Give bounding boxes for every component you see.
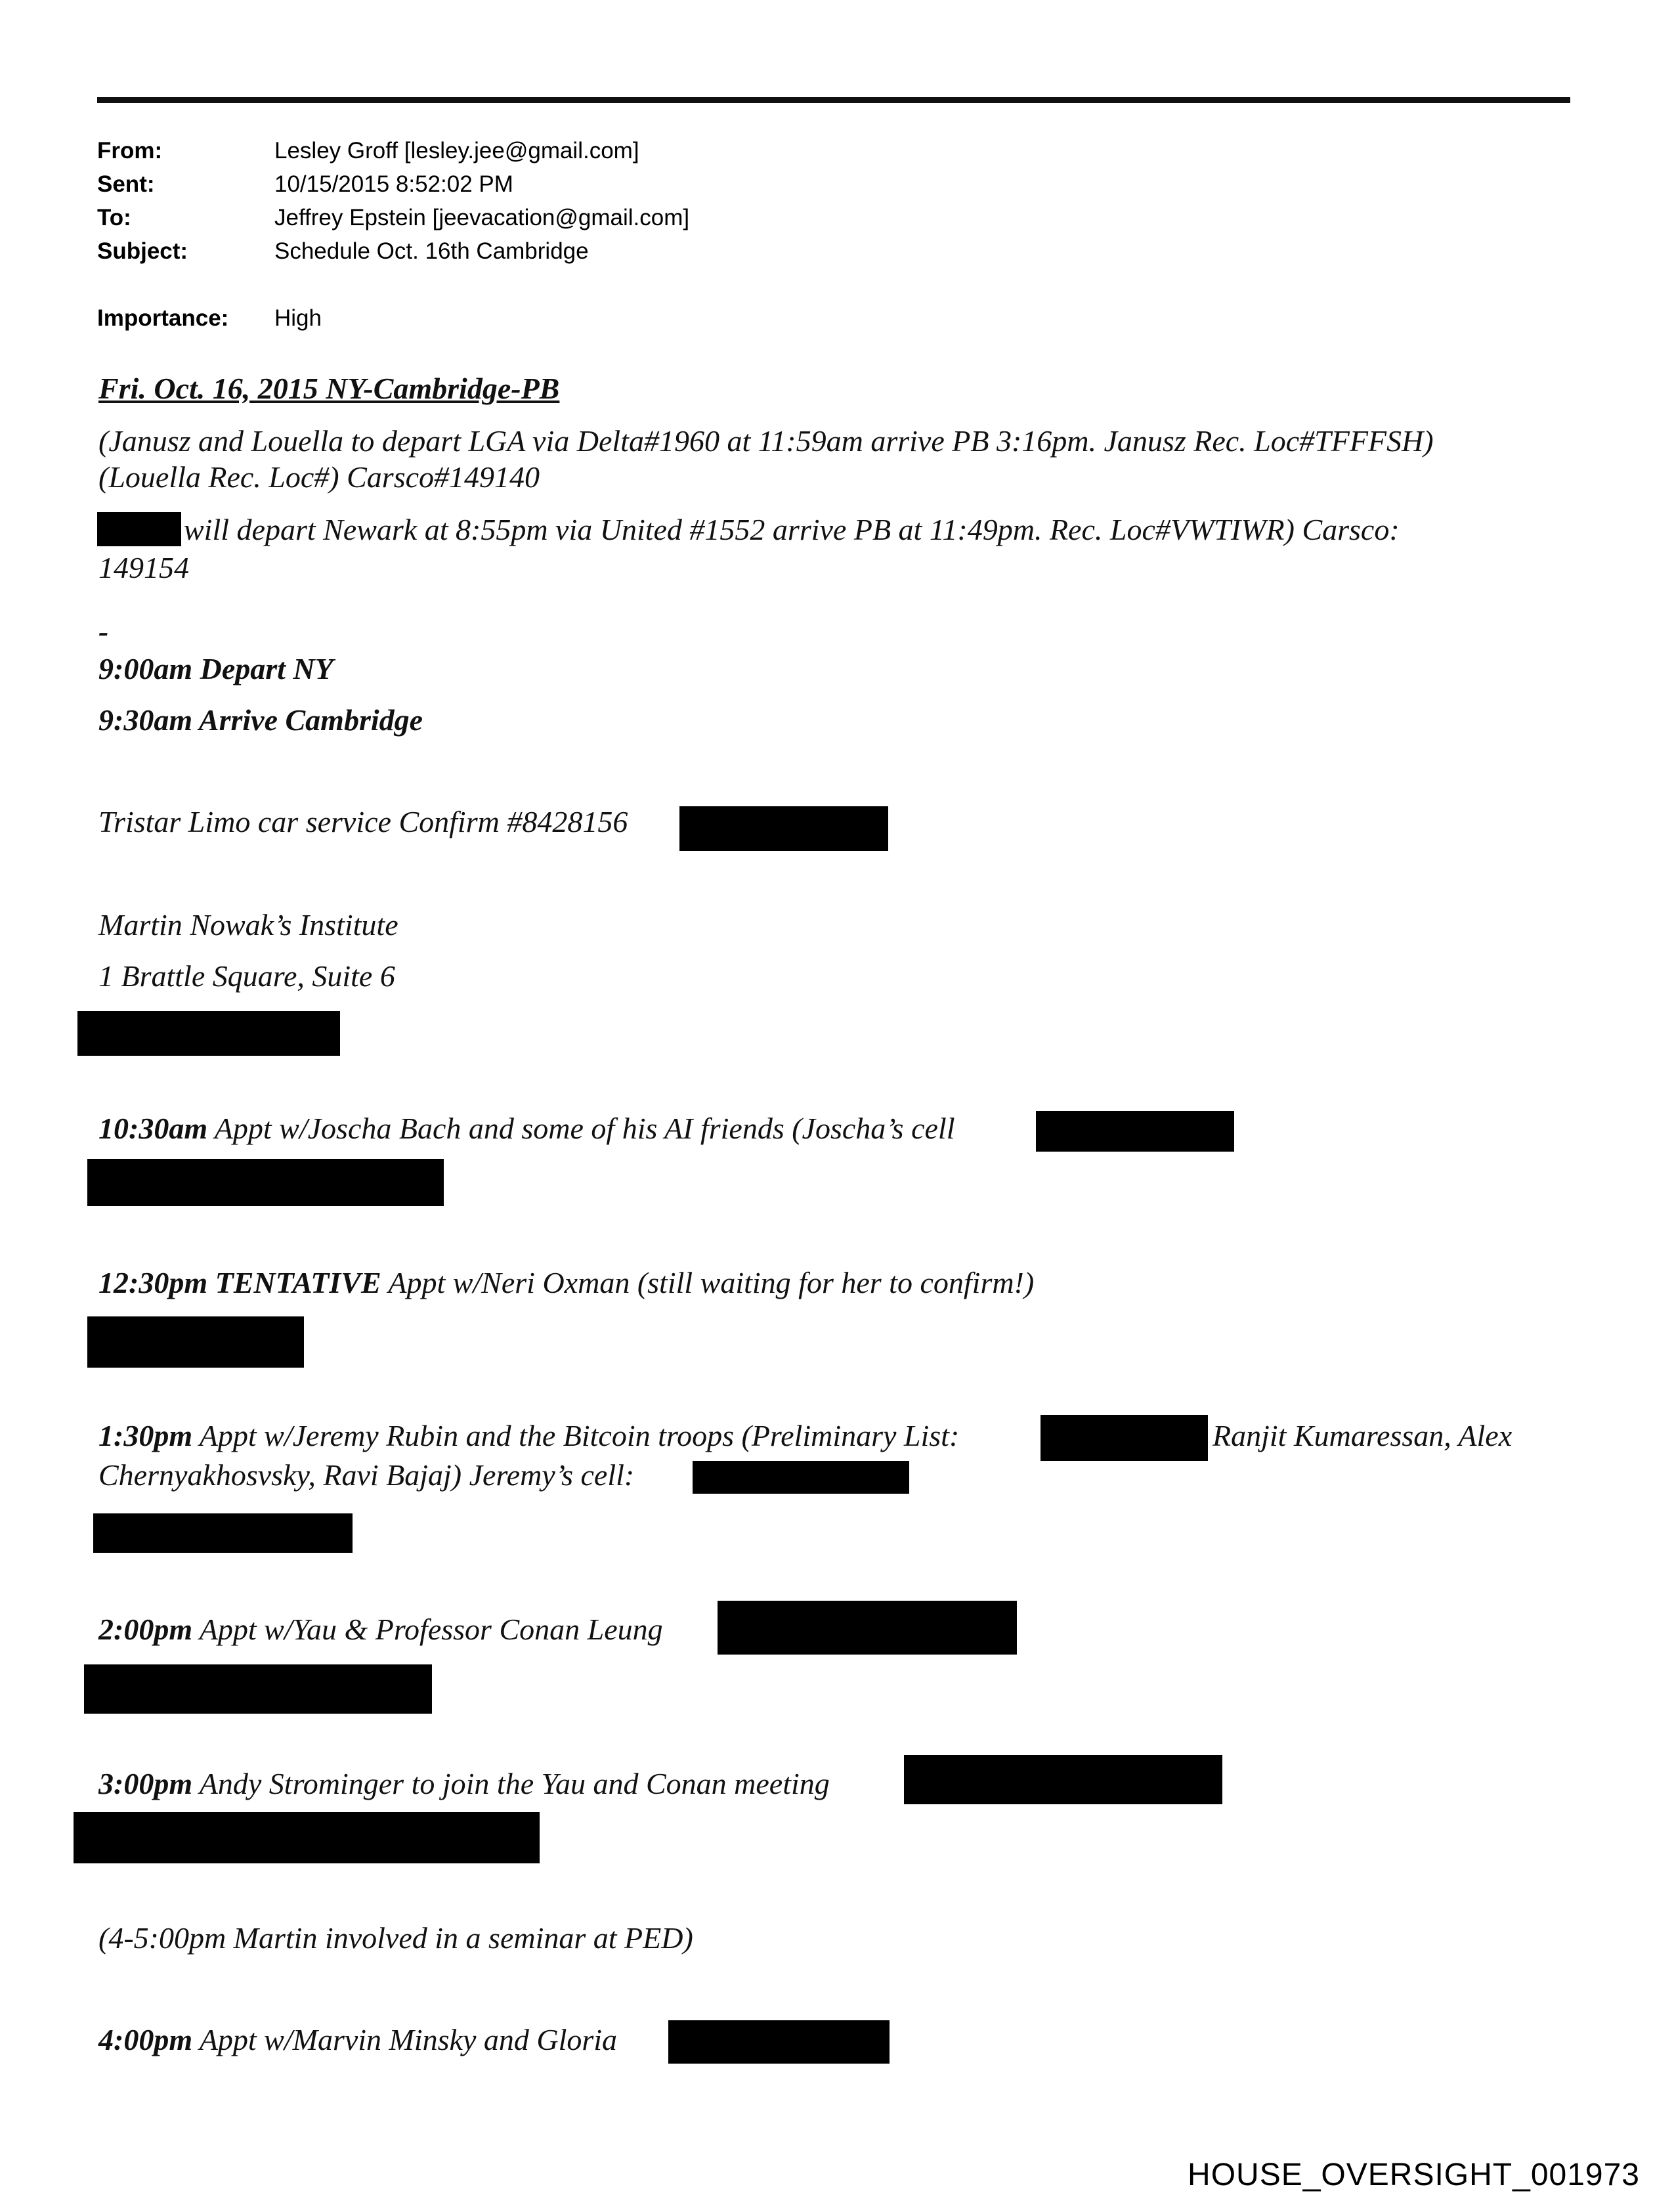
institute-name: Martin Nowak’s Institute — [98, 908, 398, 942]
to-value: Jeffrey Epstein [jeevacation@gmail.com] — [274, 205, 690, 230]
bates-number: HOUSE_OVERSIGHT_001973 — [1188, 2158, 1640, 2192]
appt-oxman-time: 12:30pm TENTATIVE — [98, 1266, 381, 1299]
appt-oxman — [98, 1265, 1034, 1300]
appt-rubin — [98, 1418, 959, 1453]
appt-yau-text: Appt w/Yau & Professor Conan Leung — [192, 1613, 663, 1646]
appt-minsky-time: 4:00pm — [98, 2023, 193, 2056]
travel1-line1: (Janusz and Louella to depart LGA via Delta#1960 at 11:59am arrive PB 3:16pm. Janusz Rec. Loc#TFFFSH) — [98, 424, 1434, 458]
redaction-box — [1041, 1415, 1208, 1461]
subject-label: Subject: — [97, 238, 188, 264]
redaction-box — [679, 806, 888, 851]
appt-rubin-text: Appt w/Jeremy Rubin and the Bitcoin troops (Preliminary List: — [192, 1419, 960, 1452]
importance-value: High — [274, 305, 322, 331]
redaction-box — [77, 1011, 340, 1056]
separator-dash: - — [98, 615, 109, 648]
sent-value: 10/15/2015 8:52:02 PM — [274, 171, 513, 197]
redaction-box — [93, 1513, 353, 1553]
redaction-box — [87, 1159, 444, 1206]
redaction-box — [97, 512, 181, 546]
subject-value: Schedule Oct. 16th Cambridge — [274, 238, 589, 264]
appt-yau — [98, 1612, 663, 1647]
appt-oxman-text: Appt w/Neri Oxman (still waiting for her to confirm!) — [381, 1266, 1035, 1299]
header-rule — [97, 97, 1570, 103]
importance-label: Importance: — [97, 305, 229, 331]
redaction-box — [84, 1664, 432, 1714]
arrive-line: 9:30am Arrive Cambridge — [98, 703, 423, 737]
appt-strominger-text: Andy Strominger to join the Yau and Conan meeting — [192, 1767, 830, 1800]
appt-joscha — [98, 1111, 955, 1146]
to-label: To: — [97, 205, 131, 230]
redaction-box — [718, 1601, 1017, 1655]
appt-joscha-text: Appt w/Joscha Bach and some of his AI friends (Joscha’s cell — [207, 1112, 955, 1145]
sent-label: Sent: — [97, 171, 155, 197]
appt-joscha-time: 10:30am — [98, 1112, 208, 1145]
appt-yau-time: 2:00pm — [98, 1613, 193, 1646]
travel2-line1: will depart Newark at 8:55pm via United #1552 arrive PB at 11:49pm. Rec. Loc#VWTIWR) Carsco: — [184, 513, 1400, 546]
redaction-box — [904, 1755, 1222, 1804]
appt-minsky — [98, 2022, 617, 2057]
redaction-box — [74, 1812, 540, 1863]
redaction-box — [668, 2020, 890, 2064]
redaction-box — [693, 1461, 909, 1494]
appt-rubin-time: 1:30pm — [98, 1419, 193, 1452]
from-label: From: — [97, 138, 163, 163]
travel1-line2: (Louella Rec. Loc#) Carsco#149140 — [98, 460, 540, 494]
travel2-line2: 149154 — [98, 551, 189, 584]
depart-line: 9:00am Depart NY — [98, 652, 333, 685]
seminar-note: (4-5:00pm Martin involved in a seminar at PED) — [98, 1921, 693, 1955]
schedule-title: Fri. Oct. 16, 2015 NY-Cambridge-PB — [98, 372, 560, 405]
redaction-box — [1036, 1111, 1234, 1152]
appt-strominger — [98, 1766, 830, 1801]
redaction-box — [87, 1316, 304, 1368]
appt-rubin-text-b: Ranjit Kumaressan, Alex — [1213, 1419, 1513, 1452]
appt-minsky-text: Appt w/Marvin Minsky and Gloria — [192, 2023, 618, 2056]
from-value: Lesley Groff [lesley.jee@gmail.com] — [274, 138, 639, 163]
institute-address: 1 Brattle Square, Suite 6 — [98, 959, 395, 993]
appt-rubin-line2: Chernyakhosvsky, Ravi Bajaj) Jeremy’s cell: — [98, 1458, 635, 1492]
appt-strominger-time: 3:00pm — [98, 1767, 193, 1800]
limo-line: Tristar Limo car service Confirm #8428156 — [98, 805, 628, 838]
